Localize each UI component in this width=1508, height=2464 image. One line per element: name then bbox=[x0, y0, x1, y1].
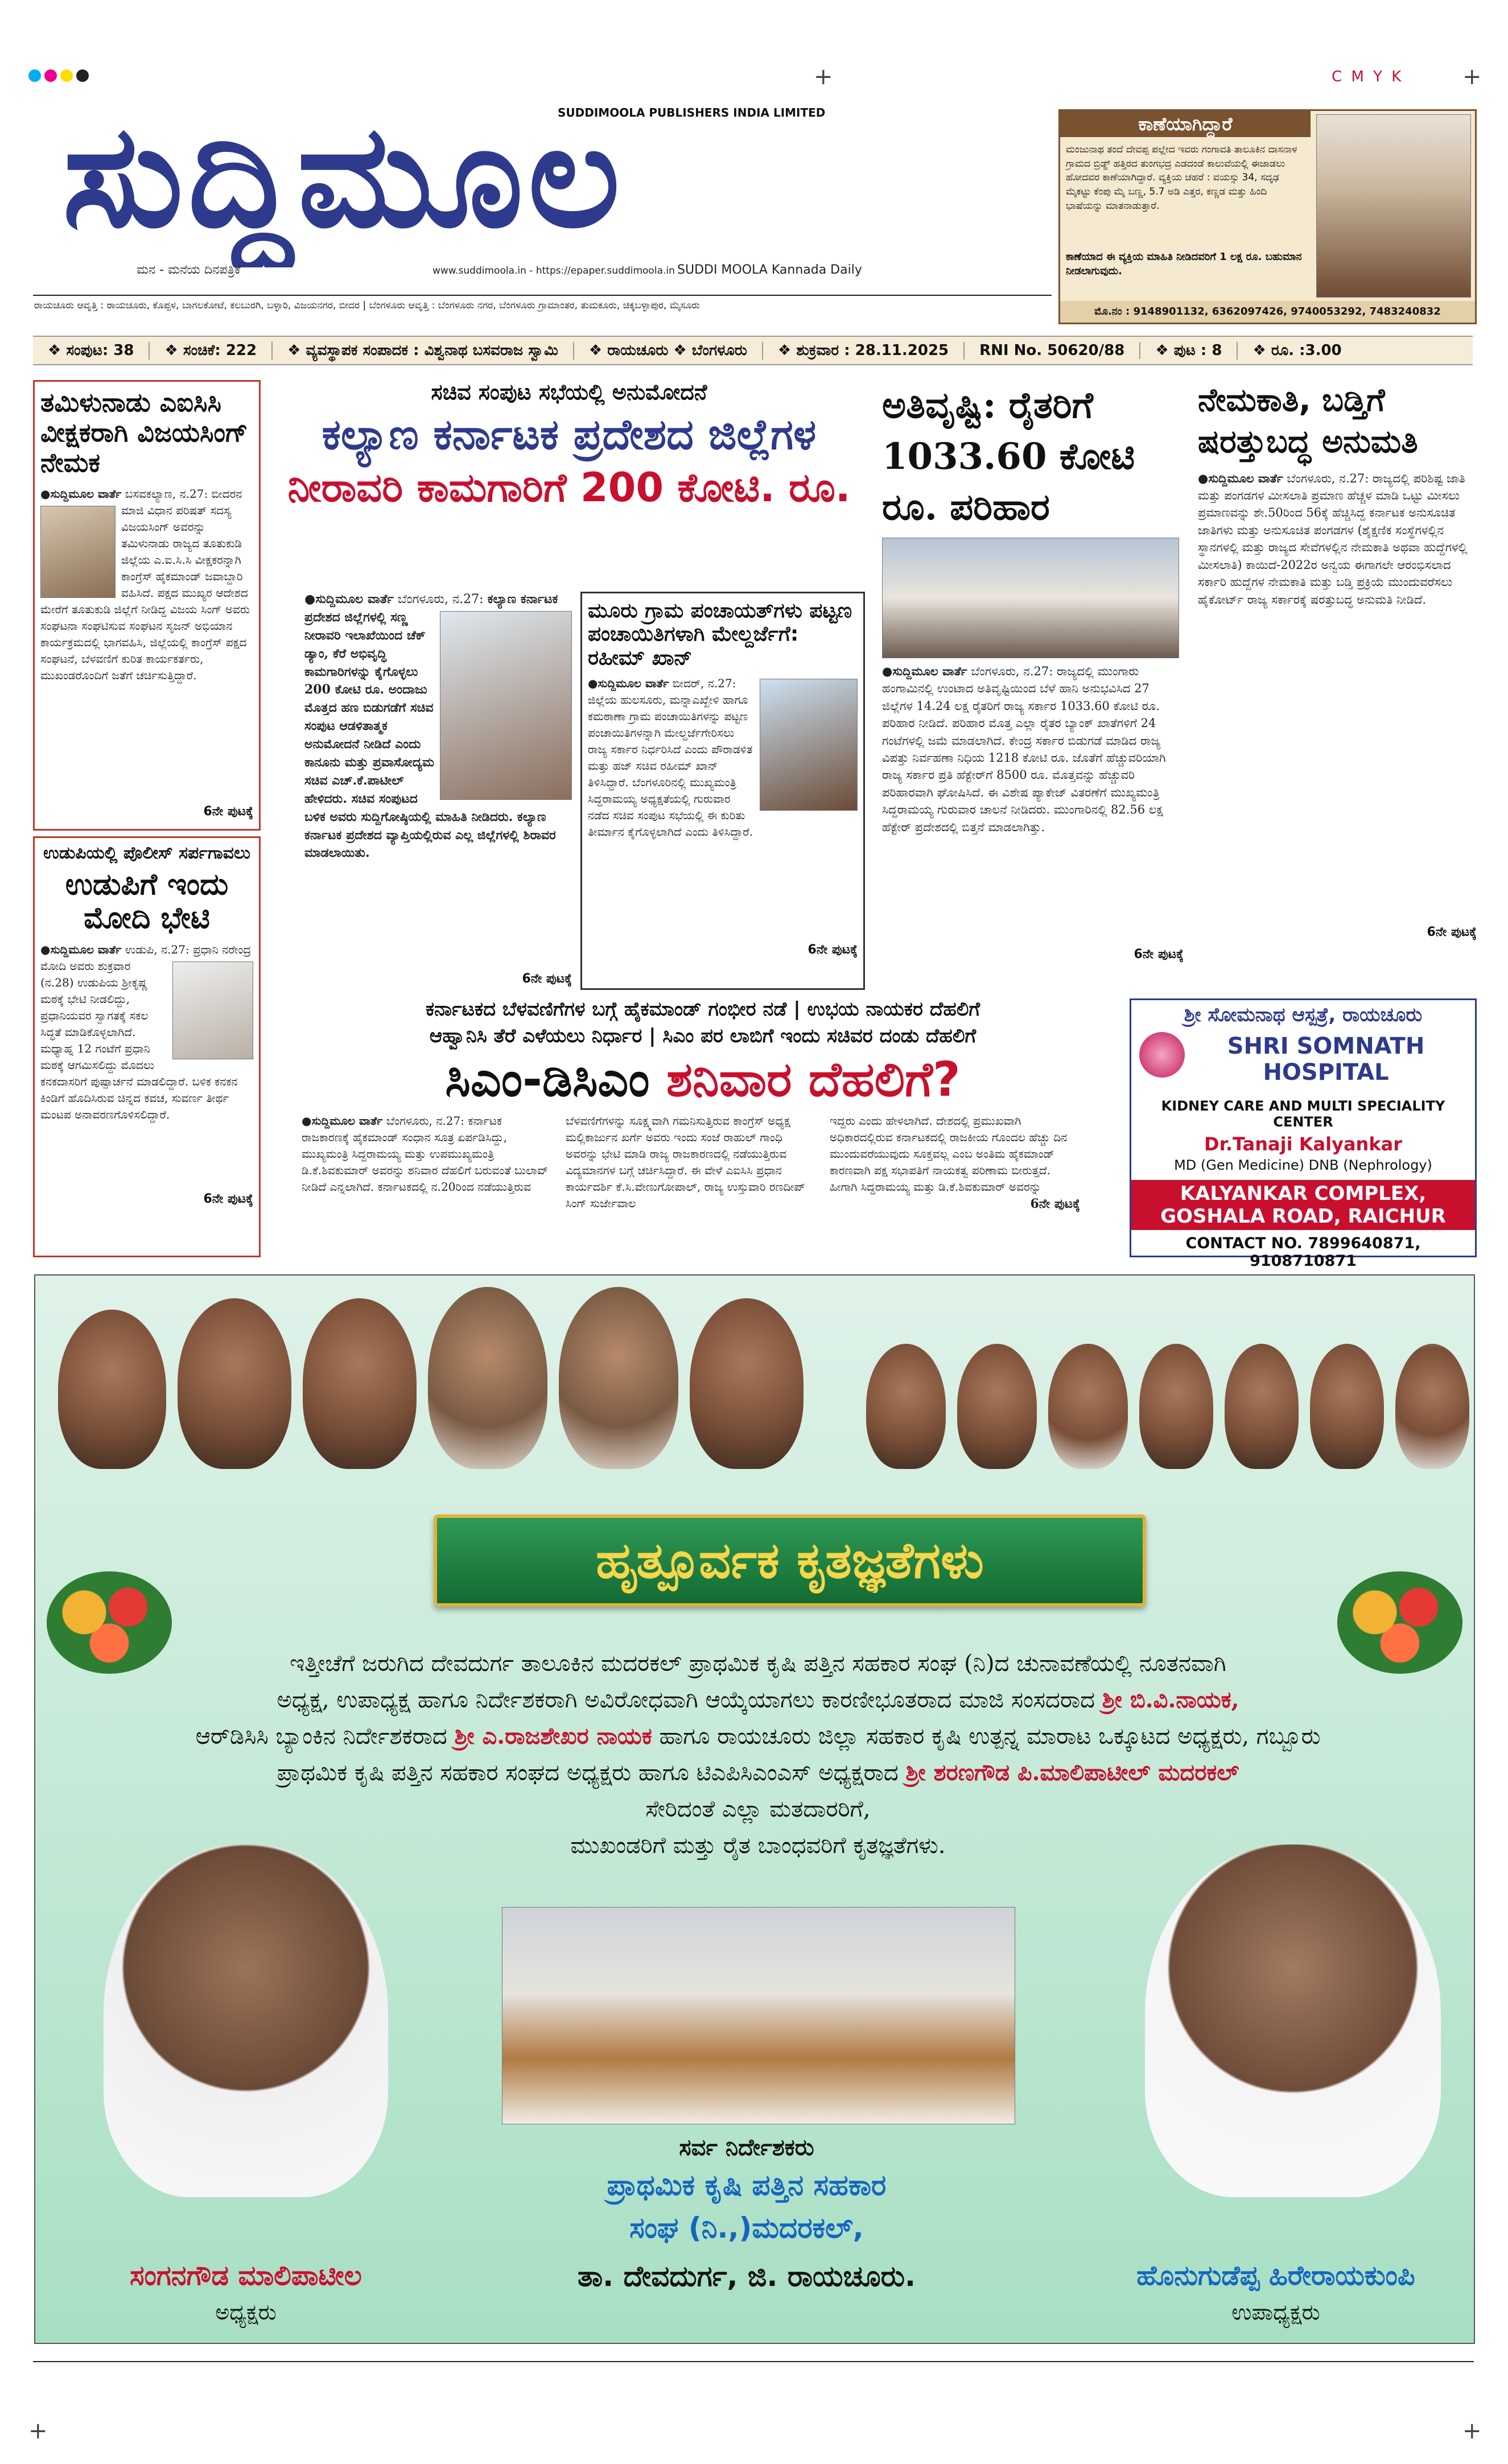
story-body: ●ಸುದ್ದಿಮೂಲ ವಾರ್ತೆ ಬೀದರ್, ನ.27: ಜಿಲ್ಲೆಯ ಹುಲಸೂರು, ಮನ್ನಾಎಖ್ಖೇಳಿ ಹಾಗೂ ಕಮಠಾಣಾ ಗ್ರಾಮ ಪಂಚಾಯಿತಿಗಳನ್ನು ಪಟ್ಟಣ ಪಂಚಾಯಿತಿಗಳನ್ನಾಗಿ ಮೇಲ್ದರ್ಜೆಗೇರಿಸಲು ರಾಜ್ಯ ಸರ್ಕಾರ ನಿರ್ಧರಿಸಿದೆ ಎಂದು ಪೌರಾಡಳಿತ ಮತ್ತು ಹಜ್ ಸಚಿವ ರಹೀಮ್ ಖಾನ್ ತಿಳಿಸಿದ್ದಾರೆ. ಬೆಂಗಳೂರಿನಲ್ಲಿ ಮುಖ್ಯಮಂತ್ರಿ ಸಿದ್ದರಾಮಯ್ಯ ಅಧ್ಯಕ್ಷತೆಯಲ್ಲಿ ಗುರುವಾರ ನಡೆದ ಸಚಿವ ಸಂಪುಟ ಸಭೆಯಲ್ಲಿ ಈ ಕುರಿತು ತೀರ್ಮಾನ ಕೈಗೊಳ್ಳಲಾಗಿದೆ ಎಂದು ತಿಳಿಸಿದ್ದಾರೆ. bbox=[588, 675, 858, 943]
edition-offices: ರಾಯಚೂರು ಆವೃತ್ತಿ : ರಾಯಚೂರು, ಕೊಪ್ಪಳ, ಬಾಗಲಕೋಟೆ, ಕಲಬುರಗಿ, ಬಳ್ಳಾರಿ, ವಿಜಯನಗರ, ಬೀದರ | ಬೆಂಗಳೂರು ಆವೃತ್ತಿ : ಬೆಂಗಳೂರು ನಗರ, ಬೆಂಗಳೂರು ಗ್ರಾಮಾಂತರ, ತುಮಕೂರು, ಚಿಕ್ಕಬಳ್ಳಾಪುರ, ಮೈಸೂರು bbox=[34, 300, 700, 311]
leader-photo bbox=[559, 1287, 678, 1469]
leader-photo bbox=[690, 1298, 804, 1469]
story-col-1: ●ಸುದ್ದಿಮೂಲ ವಾರ್ತೆ ಬೆಂಗಳೂರು, ನ.27: ಕರ್ನಾಟಕ ರಾಜಕಾರಣಕ್ಕೆ ಹೈಕಮಾಂಡ್ ಸಂಧಾನ ಸೂತ್ರ ಏರ್ಪಡಿಸಿದ್ದು, ಮುಖ್ಯಮಂತ್ರಿ ಸಿದ್ದರಾಮಯ್ಯ ಮತ್ತು ಉಪಮುಖ್ಯಮಂತ್ರಿ ಡಿ.ಕೆ.ಶಿವಕುಮಾರ್ ಅವರನ್ನು ಶನಿವಾರ ದೆಹಲಿಗೆ ಬರುವಂತೆ ಬುಲಾವ್ ನೀಡಿದೆ ಎನ್ನಲಾಗಿದೆ. ಕರ್ನಾಟಕದಲ್ಲಿ ನ.20ರಿಂದ ನಡೆಯುತ್ತಿರುವ bbox=[302, 1113, 549, 1194]
vice-president-photo bbox=[1145, 1844, 1441, 2197]
tagline: ಮನ - ಮನೆಯ ದಿನಪತ್ರಿಕೆ bbox=[137, 263, 241, 277]
hospital-ad bbox=[1130, 998, 1477, 1270]
president-photo bbox=[104, 1844, 388, 2197]
edition-label: SUDDI MOOLA Kannada Daily bbox=[677, 263, 862, 277]
ad-title: ಹೃತ್ಪೂರ್ವಕ ಕೃತಜ್ಞತೆಗಳು bbox=[434, 1514, 1146, 1607]
footer-3: ಸಂಘ (ನಿ.,)ಮದರಕಲ್, bbox=[629, 2211, 864, 2244]
price: ❖ ರೂ. :3.00 bbox=[1252, 341, 1342, 359]
modi-photo bbox=[172, 961, 253, 1059]
masthead-logo: ಸುದ್ದಿಮೂಲ bbox=[63, 93, 625, 259]
president-role: ಅಧ್ಯಕ್ಷರು bbox=[215, 2300, 277, 2325]
pages: ❖ ಪುಟ : 8 bbox=[1140, 342, 1238, 360]
continued-label: 6ನೇ ಪುಟಕ್ಕೆ bbox=[522, 972, 572, 986]
date: ❖ ಶುಕ್ರವಾರ : 28.11.2025 bbox=[763, 342, 965, 360]
kicker-2: ಆಹ್ವಾನಿಸಿ ತೆರೆ ಎಳೆಯಲು ನಿರ್ಧಾರ | ಸಿಎಂ ಪರ ಲಾಬಿಗೆ ಇಂದು ಸಚಿವರ ದಂಡು ದೆಹಲಿಗೆ bbox=[429, 1025, 977, 1048]
story-body: ●ಸುದ್ದಿಮೂಲ ವಾರ್ತೆ ಉಡುಪಿ, ನ.27: ಪ್ರಧಾನಿ ನರೇಂದ್ರ ಮೋದಿ ಅವರು ಶುಕ್ರವಾರ (ನ.28) ಉಡುಪಿಯ ಶ್ರೀಕೃಷ್ಣ ಮಠಕ್ಕೆ ಭೇಟಿ ನೀಡಲಿದ್ದು, ಪ್ರಧಾನಿಯವರ ಸ್ವಾಗತಕ್ಕೆ ಸಕಲ ಸಿದ್ಧತೆ ಮಾಡಿಕೊಳ್ಳಲಾಗಿದೆ. ಮಧ್ಯಾಹ್ನ 12 ಗಂಟೆಗೆ ಪ್ರಧಾನಿ ಮಠಕ್ಕೆ ಆಗಮಿಸಲಿದ್ದು ಮೊದಲು ಕನಕದಾಸರಿಗೆ ಪುಷ್ಪಾರ್ಚನೆ ಮಾಡಲಿದ್ದಾರೆ. ಬಳಿಕ ಕನಕನ ಕಿಂಡಿಗೆ ಹೊದಿಸಿರುವ ಚಿನ್ನದ ಕವಚ, ಸುವರ್ಣ ತೀರ್ಥ ಮಂಟಪ ಅನಾವರಣಗೊಳಿಸಲಿದ್ದಾರೆ. bbox=[40, 942, 253, 1192]
headline: ತಮಿಳುನಾಡು ಎಐಸಿಸಿ ವೀಕ್ಷಕರಾಗಿ ವಿಜಯಸಿಂಗ್ ನೇಮಕ bbox=[40, 387, 248, 478]
footer-4: ತಾ. ದೇವದುರ್ಗ, ಜಿ. ರಾಯಚೂರು. bbox=[578, 2260, 916, 2293]
hospital-name-en: SHRI SOMNATH HOSPITAL bbox=[1227, 1033, 1425, 1086]
hospital-subtitle: KIDNEY CARE AND MULTI SPECIALITY CENTER bbox=[1161, 1098, 1445, 1130]
leader-photo bbox=[58, 1310, 166, 1469]
continued-label: 6ನೇ ಪುಟಕ್ಕೆ bbox=[203, 1192, 253, 1207]
story-modi-udupi bbox=[33, 836, 261, 1257]
story-gram-panchayat bbox=[580, 592, 865, 990]
story-body: ●ಸುದ್ದಿಮೂಲ ವಾರ್ತೆ ಬೆಂಗಳೂರು, ನ.27: ಕಲ್ಯಾಣ ಕರ್ನಾಟಕ ಪ್ರದೇಶದ ಜಿಲ್ಲೆಗಳಲ್ಲಿ ಸಣ್ಣ ನೀರಾವರಿ ಇಲಾಖೆಯಿಂದ ಚೆಕ್ ಡ್ಯಾಂ, ಕೆರೆ ಅಭಿವೃದ್ಧಿ ಕಾಮಗಾರಿಗಳನ್ನು ಕೈಗೊಳ್ಳಲು 200 ಕೋಟಿ ರೂ. ಅಂದಾಜು ಮೊತ್ತದ ಹಣ ಬಿಡುಗಡೆಗೆ ಸಚಿವ ಸಂಪುಟ ಆಡಳಿತಾತ್ಮಕ ಅನುಮೋದನೆ ನೀಡಿದೆ ಎಂದು ಕಾನೂನು ಮತ್ತು ಪ್ರವಾಸೋದ್ಯಮ ಸಚಿವ ಎಚ್.ಕೆ.ಪಾಟೀಲ್ ಹೇಳಿದರು. ಸಚಿವ ಸಂಪುಟದ ಬಳಿಕ ಅವರು ಸುದ್ದಿಗೋಷ್ಠಿಯಲ್ಲಿ ಮಾಹಿತಿ ನೀಡಿದರು. ಕಲ್ಯಾಣ ಕರ್ನಾಟಕ ಪ್ರದೇಶದ ವ್ಯಾಪ್ತಿಯಲ್ಲಿರುವ ಎಲ್ಲ ಜಿಲ್ಲೆಗಳಲ್ಲಿ ಶಿರಾವರ ಮಾಡಲಾಯಿತು. bbox=[304, 591, 572, 966]
footer-2: ಪ್ರಾಥಮಿಕ ಕೃಷಿ ಪತ್ತಿನ ಸಹಕಾರ bbox=[607, 2169, 887, 2202]
rahim-khan-photo bbox=[760, 679, 858, 811]
continued-label: 6ನೇ ಪುಟಕ್ಕೆ bbox=[1134, 947, 1184, 961]
story-body: ●ಸುದ್ದಿಮೂಲ ವಾರ್ತೆ ಬೆಂಗಳೂರು, ನ.27: ರಾಜ್ಯದಲ್ಲಿ ಪರಿಶಿಷ್ಟ ಜಾತಿ ಮತ್ತು ಪಂಗಡಗಳ ಮೀಸಲಾತಿ ಪ್ರಮಾಣ ಹೆಚ್ಚಳ ಮಾಡಿ ಒಟ್ಟು ಮೀಸಲು ಪ್ರಮಾಣವನ್ನು ಶೇ.50ರಿಂದ 56ಕ್ಕೆ ಹೆಚ್ಚಿಸಿದ್ದ ಕರ್ನಾಟಕ ಅನುಸೂಚಿತ ಜಾತಿಗಳು ಮತ್ತು ಅನುಸೂಚಿತ ಪಂಗಡಗಳ (ಶೈಕ್ಷಣಿಕ ಸಂಸ್ಥೆಗಳಲ್ಲಿನ ಸ್ಥಾನಗಳಲ್ಲಿ ಮತ್ತು ರಾಜ್ಯದ ಸೇವೆಗಳಲ್ಲಿನ ನೇಮಕಾತಿ ಅಥವಾ ಹುದ್ದೆಗಳಲ್ಲಿ ಮೀಸಲಾತಿ) ಕಾಯಿದೆ-2022ರ ಅನ್ವಯ ಈಗಾಗಲೇ ಆರಂಭಿಸಲಾದ ಸರ್ಕಾರಿ ಹುದ್ದೆಗಳ ನೇಮಕಾತಿ ಮತ್ತು ಬಡ್ತಿ ಪ್ರಕ್ರಿಯೆ ಮುಂದುವರೆಸಲು ಹೈಕೋರ್ಟ್ ರಾಜ್ಯ ಸರ್ಕಾರಕ್ಕೆ ಷರತ್ತುಬದ್ಧ ಅನುಮತಿ ನೀಡಿದೆ. bbox=[1198, 471, 1468, 606]
leader-photo bbox=[1225, 1344, 1299, 1469]
story-col-3: ಇದ್ದರು ಎಂದು ಹೇಳಲಾಗಿದೆ. ದೇಶದಲ್ಲಿ ಪ್ರಮುಖವಾಗಿ ಅಧಿಕಾರದಲ್ಲಿರುವ ಕರ್ನಾಟಕದಲ್ಲಿ ರಾಜಕೀಯ ಗೊಂದಲ ಹೆಚ್ಚು ದಿನ ಮುಂದುವರೆಯುವುದು ಸೂಕ್ತವಲ್ಲ ಎಂಬ ಅಂತಿಮ ಹೈಕಮಾಂಡ್ ಕಾರಣವಾಗಿ ಪಕ್ಷ ಸಭಾಪತಿಗೆ ನಾಯಕತ್ವ ಪರಿಣಾಮ ಬೀರುತ್ತದೆ. ಹೀಗಾಗಿ ಸಿದ್ದರಾಮಯ್ಯ ಮತ್ತು ಡಿ.ಕೆ.ಶಿವಕುಮಾರ್ ಅವರನ್ನು 6ನೇ ಪುಟಕ್ಕೆ bbox=[830, 1113, 1080, 1211]
headline-line2: ನೀರಾವರಿ ಕಾಮಗಾರಿಗೆ 200 ಕೋಟಿ. ರೂ. bbox=[287, 464, 851, 511]
doctor-name: Dr.Tanaji Kalyankar bbox=[1204, 1133, 1402, 1155]
footer-1: ಸರ್ವ ನಿರ್ದೇಶಕರು bbox=[679, 2135, 814, 2161]
hospital-name-kn: ಶ್ರೀ ಸೋಮನಾಥ ಆಸ್ಪತ್ರೆ, ರಾಯಚೂರು bbox=[1184, 1004, 1423, 1026]
story-cm-dcm-delhi bbox=[302, 998, 1104, 1257]
registration-marks bbox=[28, 69, 92, 84]
missing-phone: ಮೊ.ನಂ : 9148901132, 6362097426, 9740053292, 7483240832 bbox=[1060, 301, 1475, 323]
flower-bouquet-icon bbox=[47, 1571, 172, 1674]
editor: ❖ ವ್ಯವಸ್ಥಾಪಕ ಸಂಪಾದಕ : ವಿಶ್ವನಾಥ ಬಸವರಾಜ ಸ್ವಾಮಿ bbox=[273, 342, 574, 360]
crosshair-icon: + bbox=[28, 2418, 48, 2444]
headline: ನೇಮಕಾತಿ, ಬಡ್ತಿಗೆ ಷರತ್ತುಬದ್ಧ ಅನುಮತಿ bbox=[1198, 382, 1418, 460]
continued-label: 6ನೇ ಪುಟಕ್ಕೆ bbox=[807, 943, 858, 957]
story-body: ●ಸುದ್ದಿಮೂಲ ವಾರ್ತೆ ಬೆಂಗಳೂರು, ನ.27: ರಾಜ್ಯದಲ್ಲಿ ಮುಂಗಾರು ಹಂಗಾಮಿನಲ್ಲಿ ಉಂಟಾದ ಅತಿವೃಷ್ಟಿಯಿಂದ ಬೆಳೆ ಹಾನಿ ಅನುಭವಿಸಿದ 27 ಜಿಲ್ಲೆಗಳ 14.24 ಲಕ್ಷ ರೈತರಿಗೆ ರಾಜ್ಯ ಸರ್ಕಾರ 1033.60 ಕೋಟಿ ರೂ. ಪರಿಹಾರ ನೀಡಿದೆ. ಪರಿಹಾರ ಮೊತ್ತ ಎಲ್ಲಾ ರೈತರ ಬ್ಯಾಂಕ್ ಖಾತೆಗಳಿಗೆ 24 ಗಂಟೆಗಳಲ್ಲಿ ಜಮೆ ಮಾಡಲಾಗಿದೆ. ಕೇಂದ್ರ ಸರ್ಕಾರ ಬಿಡುಗಡೆ ಮಾಡಿದ ರಾಜ್ಯ ವಿಪತ್ತು ನಿರ್ವಹಣಾ ನಿಧಿಯ 1218 ಕೋಟಿ ರೂ. ಜೊತೆಗೆ ಹೆಚ್ಚುವರಿಯಾಗಿ ರಾಜ್ಯ ಸರ್ಕಾರ ಪ್ರತಿ ಹೆಕ್ಟೇರ್‌ಗೆ 8500 ರೂ. ಮೊತ್ತವನ್ನು ಹೆಚ್ಚುವರಿ ಪರಿಹಾರವಾಗಿ ಘೋಷಿಸಿದೆ. ಈ ವಿಶೇಷ ಪ್ಯಾಕೇಜ್ ವಿತರಣೆಗೆ ಮುಖ್ಯಮಂತ್ರಿ ಸಿದ್ದರಾಮಯ್ಯ ಗುರುವಾರ ಚಾಲನೆ ನೀಡಿದರು. ಮುಂಗಾರಿನಲ್ಲಿ 82.56 ಲಕ್ಷ ಹೆಕ್ಟೇರ್ ಪ್ರದೇಶದಲ್ಲಿ ಬಿತ್ತನೆ ಮಾಡಲಾಗಿತ್ತು. bbox=[882, 664, 1166, 834]
flower-bouquet-icon bbox=[1337, 1571, 1462, 1674]
missing-reward: ಕಾಣೆಯಾದ ಈ ವ್ಯಕ್ತಿಯ ಮಾಹಿತಿ ನೀಡಿದವರಿಗೆ 1 ಲಕ್ಷ ರೂ. ಬಹುಮಾನ ನೀಡಲಾಗುವುದು. bbox=[1066, 251, 1302, 278]
headline: ಅತಿವೃಷ್ಟಿ: ರೈತರಿಗೆ 1033.60 ಕೋಟಿ ರೂ. ಪರಿಹಾರ bbox=[882, 384, 1135, 529]
story-col-2: ಬೆಳವಣಿಗೆಗಳನ್ನು ಸೂಕ್ಷ್ಮವಾಗಿ ಗಮನಿಸುತ್ತಿರುವ ಕಾಂಗ್ರೆಸ್ ಅಧ್ಯಕ್ಷ ಮಲ್ಲಿಕಾರ್ಜುನ ಖರ್ಗೆ ಅವರು ಇಂದು ಸಂಜೆ ರಾಹುಲ್ ಗಾಂಧಿ ಅವರನ್ನು ಭೇಟಿ ಮಾಡಿ ರಾಜ್ಯ ರಾಜಕಾರಣದಲ್ಲಿ ನಡೆಯುತ್ತಿರುವ ವಿದ್ಯಮಾನಗಳ ಬಗ್ಗೆ ಚರ್ಚಿಸಿದ್ದಾರೆ. ಈ ವೇಳೆ ಎಐಸಿಸಿ ಪ್ರಧಾನ ಕಾರ್ಯದರ್ಶಿ ಕೆ.ಸಿ.ವೇಣುಗೋಪಾಲ್, ರಾಜ್ಯ ಉಸ್ತುವಾರಿ ರಣದೀಪ್ ಸಿಂಗ್ ಸುರ್ಜೇವಾಲ bbox=[566, 1113, 805, 1210]
story-rain-relief bbox=[882, 380, 1184, 989]
headline: ಉಡುಪಿಗೆ ಇಂದು ಮೋದಿ ಭೇಟಿ bbox=[65, 867, 229, 936]
missing-text: ಮಂಜುನಾಥ ತಂದೆ ದೇವಪ್ಪ ಪಲ್ಲೇದ ಇವರು ಗಂಗಾವತಿ ತಾಲೂಕಿನ ದಾಸನಾಳ ಗ್ರಾಮದ ಬ್ರಿಡ್ಜ್ ಹತ್ತಿರದ ತುಂಗಭದ್ರ ಎಡದಂಡೆ ಕಾಲುವೆಯಲ್ಲಿ ಈಜಾಡಲು ಹೋದವರ ಕಾಣೆಯಾಗಿದ್ದಾರೆ. ವ್ಯಕ್ತಿಯ ಚಹರೆ : ವಯಸ್ಸು 34, ಸದೃಢ ಮೈಕಟ್ಟು ಕೆಂಪು ಮೈ ಬಣ್ಣ, 5.7 ಅಡಿ ಎತ್ತರ, ಕಣ್ಣಡ ಮತ್ತು ಹಿಂದಿ ಭಾಷೆಯನ್ನು ಮಾತನಾಡುತ್ತಾರೆ. bbox=[1066, 144, 1297, 212]
headline: ಸಿಎಂ-ಡಿಸಿಎಂ ಶನಿವಾರ ದೆಹಲಿಗೆ? bbox=[445, 1051, 961, 1108]
headline-line1: ಕಲ್ಯಾಣ ಕರ್ನಾಟಕ ಪ್ರದೇಶದ ಜಿಲ್ಲೆಗಳ bbox=[322, 410, 817, 459]
cm-meeting-photo bbox=[882, 538, 1179, 658]
hospital-contact: CONTACT NO. 7899640871, 9108710871 bbox=[1185, 1235, 1421, 1270]
leader-photo bbox=[1139, 1344, 1213, 1469]
leader-photo bbox=[1048, 1344, 1128, 1469]
crosshair-icon: + bbox=[814, 64, 833, 90]
rni: RNI No. 50620/88 bbox=[965, 342, 1140, 359]
website[interactable]: www.suddimoola.in - https://epaper.suddimoola.in bbox=[432, 265, 675, 276]
publisher-name: SUDDIMOOLA PUBLISHERS INDIA LIMITED bbox=[558, 106, 826, 119]
divider bbox=[33, 295, 1052, 296]
president-name: ಸಂಗನಗೌಡ ಮಾಲಿಪಾಟೀಲ bbox=[130, 2260, 362, 2292]
kicker-1: ಕರ್ನಾಟಕದ ಬೆಳವಣಿಗೆಗಳ ಬಗ್ಗೆ ಹೈಕಮಾಂಡ್ ಗಂಭೀರ ನಡೆ | ಉಭಯ ನಾಯಕರ ದೆಹಲಿಗೆ bbox=[425, 998, 980, 1021]
bottom-rule bbox=[33, 2361, 1474, 2362]
vice-president-name: ಹೊನುಗುಡೆಪ್ಪ ಹಿರೇರಾಯಕುಂಪಿ bbox=[1136, 2260, 1415, 2292]
vice-president-role: ಉಪಾಧ್ಯಕ್ಷರು bbox=[1231, 2300, 1320, 2325]
hospital-logo-icon bbox=[1139, 1032, 1185, 1078]
missing-person-ad bbox=[1058, 109, 1477, 324]
story-body: ●ಸುದ್ದಿಮೂಲ ವಾರ್ತೆ ಬಸವಕಲ್ಯಾಣ, ನ.27: ಬೀದರನ ಮಾಜಿ ವಿಧಾನ ಪರಿಷತ್ ಸದಸ್ಯ ವಿಜಯಸಿಂಗ್ ಅವರನ್ನು ತಮಿಳುನಾಡು ರಾಜ್ಯದ ತೂತುಕುಡಿ ಜಿಲ್ಲೆಯ ಎ.ಐ.ಸಿ.ಸಿ ವೀಕ್ಷಕರನ್ನಾಗಿ ಕಾಂಗ್ರೆಸ್ ಹೈಕಮಾಂಡ್ ಜವಾಬ್ದಾರಿ ವಹಿಸಿದೆ. ಪಕ್ಷದ ಮುಖ್ಯರ ಆದೇಶದ ಮೇರೆಗೆ ತೂತುಕುಡಿ ಜಿಲ್ಲೆಗೆ ನೀಡಿದ್ದ ವಿಜಯ ಸಿಂಗ್ ಅವರು ಸಂಘಟನಾ ಸಂಘಟಿಸುವ ಸಂಘಟನ ಸೃಜನ್ ಅಭಿಯಾನ ಕಾರ್ಯಕ್ರಮದಲ್ಲಿ ಭಾಗವಹಿಸಿ, ಜಿಲ್ಲೆಯಲ್ಲಿ ಕಾಂಗ್ರೆಸ್ ಪಕ್ಷದ ಸಂಘಟನೆ, ಬೆಳವಣಿಗೆ ಕುರಿತ ಕಾರ್ಯಕರ್ತರು, ಮುಖಂಡರೊಂದಿಗೆ ಜತೆಗೆ ಚರ್ಚಿಸುತ್ತಿದ್ದಾರೆ. bbox=[40, 486, 250, 682]
doctor-qualification: MD (Gen Medicine) DNB (Nephrology) bbox=[1174, 1157, 1432, 1173]
hk-patil-photo bbox=[440, 611, 572, 800]
cmyk-label: C M Y K bbox=[1332, 68, 1404, 85]
story-recruitment bbox=[1198, 380, 1477, 989]
leader-photo bbox=[957, 1344, 1037, 1469]
group-photo bbox=[502, 1907, 1015, 2124]
issue-info-bar bbox=[33, 336, 1473, 365]
leader-photo bbox=[866, 1344, 946, 1469]
story-vijaysingh bbox=[33, 380, 261, 831]
kicker: ಉಡುಪಿಯಲ್ಲಿ ಪೊಲೀಸ್ ಸರ್ಪಗಾವಲು bbox=[43, 843, 251, 863]
vijaysingh-photo bbox=[40, 506, 116, 598]
continued-label: 6ನೇ ಪುಟಕ್ಕೆ bbox=[1427, 924, 1477, 939]
crosshair-icon: + bbox=[1462, 64, 1482, 90]
leader-photo bbox=[428, 1287, 547, 1469]
thanks-text: ಇತ್ತೀಚೆಗೆ ಜರುಗಿದ ದೇವದುರ್ಗ ತಾಲೂಕಿನ ಮದರಕಲ್ ಪ್ರಾಥಮಿಕ ಕೃಷಿ ಪತ್ತಿನ ಸಹಕಾರ ಸಂಘ (ನಿ)ದ ಚುನಾವಣೆಯಲ್ಲಿ ನೂತನವಾಗಿ ಅಧ್ಯಕ್ಷ, ಉಪಾಧ್ಯಕ್ಷ ಹಾಗೂ ನಿರ್ದೇಶಕರಾಗಿ ಅವಿರೋಧವಾಗಿ ಆಯ್ಕೆಯಾಗಲು ಕಾರಣೀಭೂತರಾದ ಮಾಜಿ ಸಂಸದರಾದ ಶ್ರೀ ಬಿ.ವಿ.ನಾಯಕ, ಆರ್‌ಡಿಸಿಸಿ ಬ್ಯಾಂಕಿನ ನಿರ್ದೇಶಕರಾದ ಶ್ರೀ ಎ.ರಾಜಶೇಖರ ನಾಯಕ ಹಾಗೂ ರಾಯಚೂರು ಜಿಲ್ಲಾ ಸಹಕಾರ ಕೃಷಿ ಉತ್ಪನ್ನ ಮಾರಾಟ ಒಕ್ಕೂಟದ ಅಧ್ಯಕ್ಷರು, ಗಬ್ಬೂರು ಪ್ರಾಥಮಿಕ ಕೃಷಿ ಪತ್ತಿನ ಸಹಕಾರ ಸಂಘದ ಅಧ್ಯಕ್ಷರು ಹಾಗೂ ಟಿಎಪಿಸಿಎಂಎಸ್ ಅಧ್ಯಕ್ಷರಾದ ಶ್ರೀ ಶರಣಗೌಡ ಪಿ.ಮಾಲಿಪಾಟೀಲ್ ಮದರಕಲ್ ಸೇರಿದಂತೆ ಎಲ್ಲಾ ಮತದಾರರಿಗೆ, ಮುಖಂಡರಿಗೆ ಮತ್ತು ರೈತ ಬಾಂಧವರಿಗೆ ಕೃತಜ್ಞತೆಗಳು. bbox=[195, 1650, 1321, 1859]
leader-photo bbox=[1395, 1344, 1469, 1469]
cities: ❖ ರಾಯಚೂರು ❖ ಬೆಂಗಳೂರು bbox=[574, 342, 763, 360]
crosshair-icon: + bbox=[1462, 2418, 1482, 2444]
issue: ❖ ಸಂಚಿಕೆ: 222 bbox=[150, 342, 273, 360]
thanks-advertisement bbox=[34, 1274, 1475, 2344]
leader-photo bbox=[303, 1298, 417, 1469]
volume: ❖ ಸಂಪುಟ: 38 bbox=[33, 342, 150, 360]
leader-photo bbox=[1310, 1344, 1384, 1469]
leader-photo bbox=[178, 1298, 291, 1469]
headline: ಮೂರು ಗ್ರಾಮ ಪಂಚಾಯತ್‌ಗಳು ಪಟ್ಟಣ ಪಂಚಾಯಿತಿಗಳಾಗಿ ಮೇಲ್ದರ್ಜೆಗೆ: ರಹೀಮ್ ಖಾನ್ bbox=[588, 599, 852, 670]
missing-title: ಕಾಣೆಯಾಗಿದ್ದಾರೆ bbox=[1060, 111, 1311, 137]
missing-person-photo bbox=[1316, 114, 1471, 298]
continued-label: 6ನೇ ಪುಟಕ್ಕೆ bbox=[203, 804, 253, 819]
kicker: ಸಚಿವ ಸಂಪುಟ ಸಭೆಯಲ್ಲಿ ಅನುಮೋದನೆ bbox=[431, 379, 707, 405]
address-block: KALYANKAR COMPLEX, GOSHALA ROAD, RAICHUR bbox=[1131, 1180, 1475, 1230]
